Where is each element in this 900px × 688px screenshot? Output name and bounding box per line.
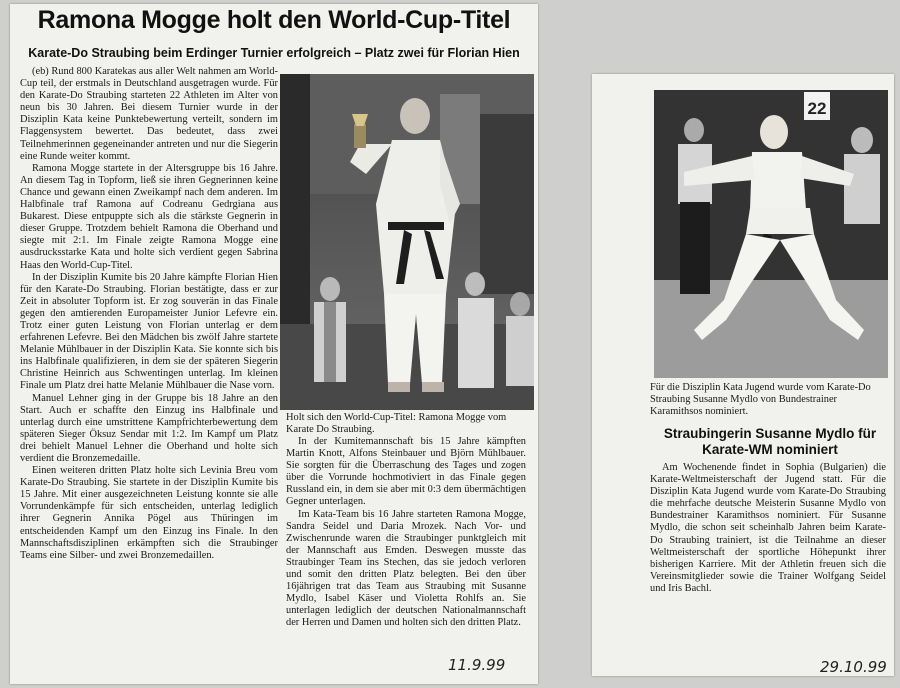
kata-athlete-illustration (654, 90, 888, 378)
paragraph: In der Disziplin Kumite bis 20 Jahre kämpfte Florian Hien für den Karate-Do Straubing. Florian bestätigte, dass er zur Zeit in absoluter Topform ist. Er zog souverän in das Finale gegen den amtierenden Europameister Junior Lefevre ein. Trotz einer guten Leistung von Florian unterlag er dem erfahrenen Lefevre. Bei den Mädchen bis zwölf Jahre startete Melanie Mühlbauer in der Disziplin Kata. Sie konnte sich bis ins Halbfinale qualifizieren, in dem sie der späteren Siegerin Christine Heinrich aus Schwentingen unterlag. Im kleinen Finale um Platz drei hatte Melanie Mühlbauer die Nase vorn. (20, 271, 278, 392)
subheadline: Karate-Do Straubing beim Erdinger Turnier erfolgreich – Platz zwei für Florian Hien (28, 46, 520, 60)
paragraph: Im Kata-Team bis 16 Jahre starteten Ramona Mogge, Sandra Seidel und Daria Mrozek. Nach Vor- und Zwischenrunde waren die Straubinger punktgleich mit der Mannschaft aus Emden. Deswegen musste das Straubinger Team ins Stechen, das sie jedoch verloren und somit den dritten Platz belegten. Bei den über 16jährigen trat das Team aus Straubing mit Susanne Mydlo, Isabel Käser und Violetta Rohlfs an. Sie unterlagen lediglich der deutschen Nationalmannschaft der Herren und Damen und holten sich den dritten Platz. (286, 508, 526, 629)
scoreboard-number: 22 (807, 99, 827, 118)
karate-winner-illustration (280, 74, 534, 410)
handwritten-date: 11.9.99 (448, 656, 506, 674)
karate-winner-photo (280, 74, 534, 410)
paragraph: Manuel Lehner ging in der Gruppe bis 18 Jahre an den Start. Auch er schaffte den Einzug ins Halbfinale und unterlag durch eine umstrittene Kampfrichterbewertung dem späteren Sieger Öksuz Sendar mit 1:2. Im Kampf um Platz drei behielt Manuel Lehner die Oberhand und holte sich verdient die Bronzemedaille. (20, 392, 278, 464)
article-body (650, 462, 886, 612)
paragraph: Einen weiteren dritten Platz holte sich Levinia Breu vom Karate-Do Straubing. Sie startete in der Disziplin Kumite bis 15 Jahre. Mit einer ausgezeichneten Leistung konnte sie alle Vorrundenkämpfe für sich entscheiden, unterlag lediglich ihrer Gegnerin Annika Pögel aus Thüringen im entscheidenden Kampf um den Einzug ins Finale. In den Mannschaftsdisziplinen erkämpften sich die Straubinger Teams eine Silber- und zwei Bronzemedaillen. (20, 465, 278, 561)
paragraph: (eb) Rund 800 Karatekas aus aller Welt nahmen am World-Cup teil, der erstmals in Deutschland ausgetragen wurde. Für den Karate-Do Straubing starteten 22 Athleten im Alter von neun bis 30 Jahren. Bei diesem Turnier wurde in der Disziplin Kata keine Punktebewertung verteilt, sondern im Flaggensystem bewertet. Das bedeutet, dass zwei Teilnehmerinnen gegeneinander antreten und nur die Siegerin eine Runde weiter kommt. (20, 66, 278, 162)
headline: Ramona Mogge holt den World-Cup-Titel (37, 6, 511, 34)
headline: Straubingerin Susanne Mydlo für Karate-WM nominiert (663, 426, 877, 457)
article-column-right (286, 436, 526, 672)
paragraph: In der Kumitemannschaft bis 15 Jahre kämpften Martin Knott, Alfons Steinbauer und Björn Mühlbauer. Sie sorgten für die Überraschung des Tages und zogen über die Vorrunde hochmotiviert in das Finale gegen Russland ein, in dem sie aber mit 0:3 dem übermächtigen Gegner unterlagen. (286, 436, 526, 508)
photo-caption: Holt sich den World-Cup-Titel: Ramona Mogge vom Karate Do Straubing. (286, 412, 507, 435)
newspaper-clipping-world-cup (10, 4, 538, 684)
paragraph: Ramona Mogge startete in der Altersgruppe bis 16 Jahre. An diesem Tag in Topform, ließ sie ihren Gegnerinnen keine Chance und gewann einen Zweikampf nach dem anderen. Im Halbfinale traf Ramona auf Codreanu Gedrgiana aus Bukarest. Diese entpuppte sich als die stärkste Gegnerin in dieser Gruppe. Trotzdem behielt Ramona die Oberhand und siegte mit 2:1. Im Finale zeigte Ramona Mogge eine ausdrucksstarke Kata und holte sich verdient gegen Sabrina Haas den World-Cup-Titel. (20, 162, 278, 271)
paragraph: Am Wochenende findet in Sophia (Bulgarien) die Karate-Weltmeisterschaft der Jugend statt. Für die Disziplin Kata Jugend wurde vom Karate-Do Straubing die mehrfache deutsche Meisterin Susanne Mydlo von Bundestrainer Karamithsos nominiert. Für Susanne Mydlo, die schon seit scheinhalb Jahren beim Karate-Do Straubing trainiert, ist die Teilnahme an dieser Weltmeisterschaft der sportliche Höhepunkt ihrer bisherigen Karriere. Mit der Athletin freuen sich die Vereinsmitglieder sowie die Trainer Wolfgang Seidel und Iris Bachl. (650, 462, 886, 594)
newspaper-clipping-nomination (592, 74, 894, 676)
article-column-left (20, 66, 278, 678)
kata-athlete-photo (654, 90, 888, 378)
handwritten-date: 29.10.99 (820, 658, 887, 676)
photo-caption: Für die Disziplin Kata Jugend wurde vom Karate-Do Straubing Susanne Mydlo von Bundestrainer Karamithsos nominiert. (650, 382, 871, 417)
